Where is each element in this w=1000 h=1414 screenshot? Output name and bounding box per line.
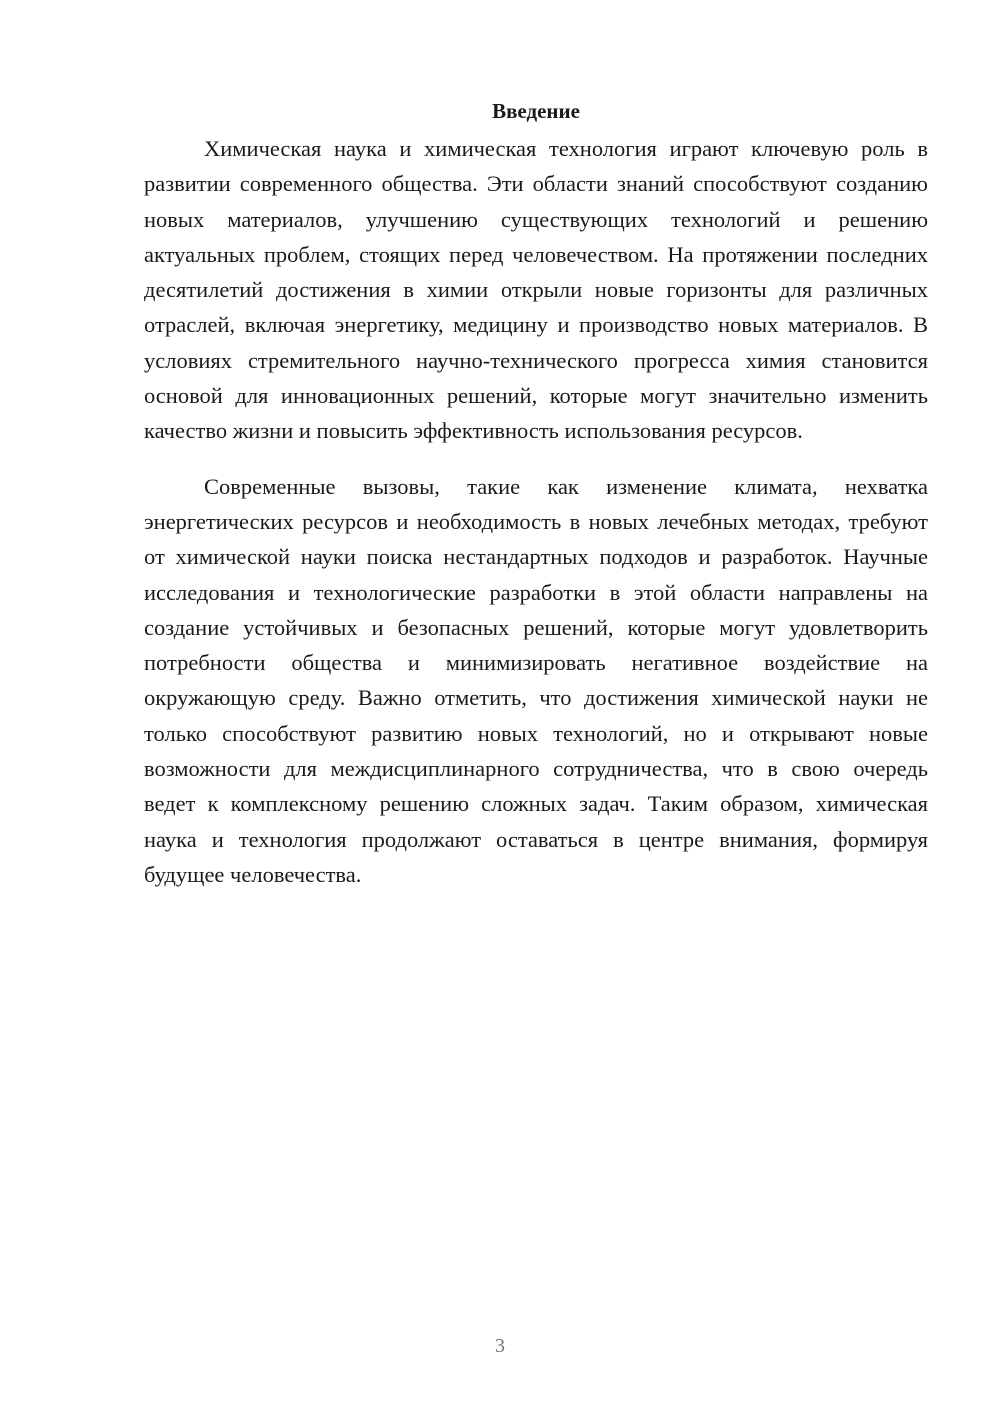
paragraph-2: Современные вызовы, такие как изменение климата, нехватка энергетических ресурсов и необходимость в новых лечебных методах, требуют от химической науки поиска нестандартных подходов и разработок. Научные исследования и технологические разработки в этой области направлены на создание устойчивых и безопасных решений, которые могут удовлетворить потребности общества и минимизировать негативное воздействие на окружающую среду. Важно отметить, что достижения химической науки не только способствуют развитию новых технологий, но и открывают новые возможности для междисциплинарного сотрудничества, что в свою очередь ведет к комплексному решению сложных задач. Таким образом, химическая наука и технология продолжают оставаться в центре внимания, формируя будущее человечества. (144, 473, 928, 887)
section-heading: Введение (492, 99, 580, 123)
page-content (144, 94, 928, 892)
paragraph-1: Химическая наука и химическая технология играют ключевую роль в развитии современного общества. Эти области знаний способствуют созданию новых материалов, улучшению существующих технологий и решению актуальных проблем, стоящих перед человечеством. На протяжении последних десятилетий достижения в химии открыли новые горизонты для различных отраслей, включая энергетику, медицину и производство новых материалов. В условиях стремительного научно-технического прогресса химия становится основой для инновационных решений, которые могут значительно изменить качество жизни и повысить эффективность использования ресурсов. (144, 136, 928, 444)
page-number: 3 (495, 1335, 505, 1357)
